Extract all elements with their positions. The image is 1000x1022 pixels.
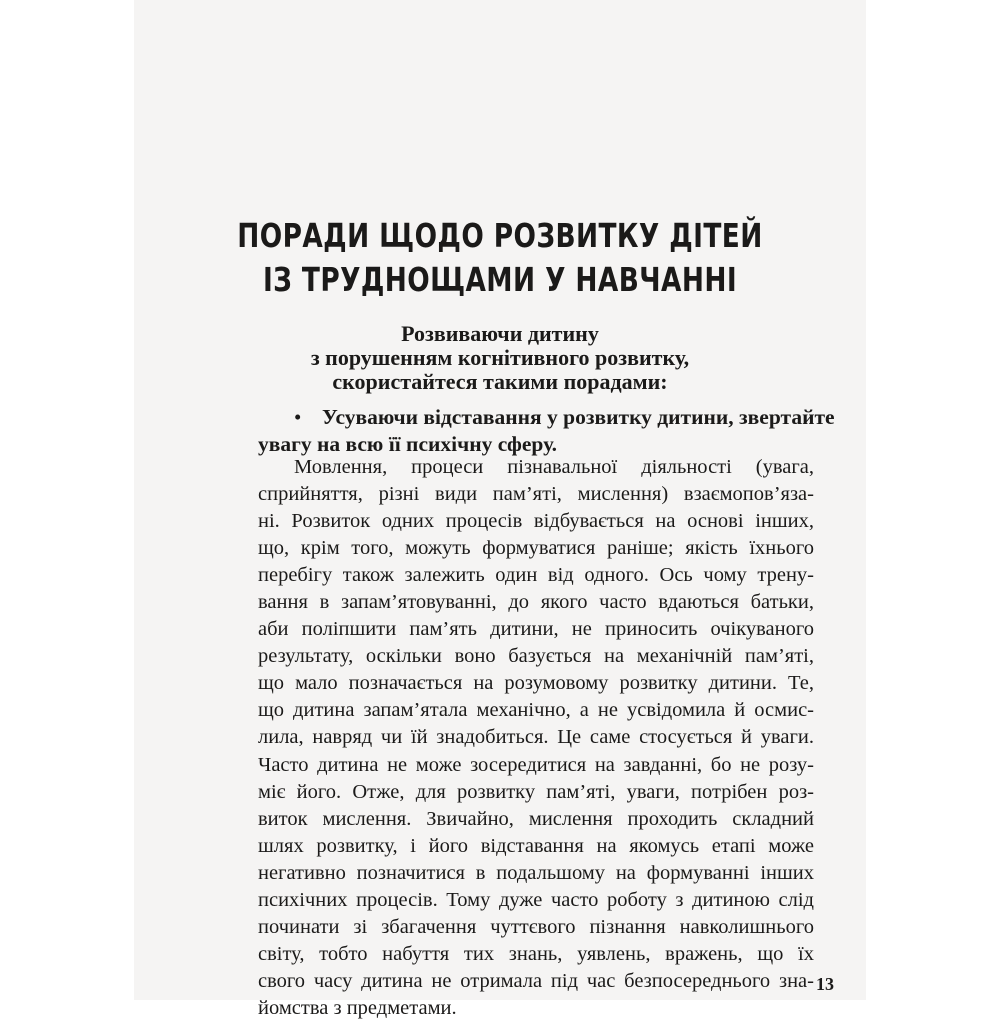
page-title	[207, 214, 793, 302]
bullet-line: Усуваючи відставання у розвитку дитини, звертайте	[322, 405, 835, 429]
title-line: ІЗ ТРУДНОЩАМИ У НАВЧАННІ	[262, 260, 738, 299]
paragraph-line: сприйняття, різні види пам’яті, мислення) взаємопов’язa-	[258, 483, 814, 506]
paragraph-line: свого часу дитина не отримала під час безпосереднього зна-	[258, 969, 814, 992]
paragraph-line: ні. Розвиток одних процесів відбувається на основі інших,	[258, 510, 814, 533]
paragraph-line: негативно позначитися в подальшому на формуванні інших	[258, 861, 814, 884]
bullet-icon: •	[294, 405, 302, 429]
paragraph-line: що мало позначається на розумовому розвитку дитини. Те,	[258, 672, 814, 695]
paragraph-line: Мовлення, процеси пізнавальної діяльності (увага,	[294, 456, 814, 478]
paragraph-line: що дитина запам’ятала механічно, а не усвідомила й осмис-	[258, 699, 814, 722]
subtitle-line: скористайтеся такими порадами:	[332, 369, 668, 394]
paragraph-line: лила, навряд чи їй знадобиться. Це саме стосується й уваги.	[258, 726, 814, 749]
subtitle-line: з порушенням когнітивного розвитку,	[310, 345, 690, 370]
paragraph-line: шлях розвитку, і його відставання на якомусь етапі може	[258, 834, 814, 857]
paragraph-line: міє його. Отже, для розвитку пам’яті, уваги, потрібен роз-	[258, 780, 814, 803]
paragraph-line: аби поліпшити пам’ять дитини, не приносить очікуваного	[258, 618, 814, 641]
page-number: 13	[816, 974, 834, 994]
bullet-line: увагу на всю її психічну сферу.	[258, 432, 558, 456]
title-line: ПОРАДИ ЩОДО РОЗВИТКУ ДІТЕЙ	[237, 216, 763, 255]
paragraph-line: перебігу також залежить один від одного. Ось чому трену-	[258, 564, 814, 587]
paragraph-line: світу, тобто набуття тих знань, уявлень, вражень, що їх	[258, 942, 814, 965]
section-subtitle	[134, 322, 866, 394]
paragraph-line: виток мислення. Звичайно, мислення проходить складний	[258, 807, 814, 830]
subtitle-line: Розвиваючи дитину	[401, 321, 599, 346]
paragraph-line: результату, оскільки воно базується на механічній пам’яті,	[258, 645, 814, 668]
paragraph-line: починати зі збагачення чуттєвого пізнання навколишнього	[258, 915, 814, 938]
paragraph-line: психічних процесів. Тому дуже часто роботу з дитиною слід	[258, 888, 814, 911]
book-page	[134, 0, 866, 1019]
paragraph-line: Часто дитина не може зосередитися на завданні, бо не розу-	[258, 753, 814, 776]
body-paragraph	[258, 454, 814, 1022]
paragraph-line: вання в запам’ятовуванні, до якого часто вдаються батьки,	[258, 591, 814, 614]
paragraph-line: йомства з предметами.	[258, 996, 457, 1019]
bullet-point	[258, 404, 835, 458]
paragraph-line: що, крім того, можуть формуватися раніше; якість їхнього	[258, 537, 814, 560]
